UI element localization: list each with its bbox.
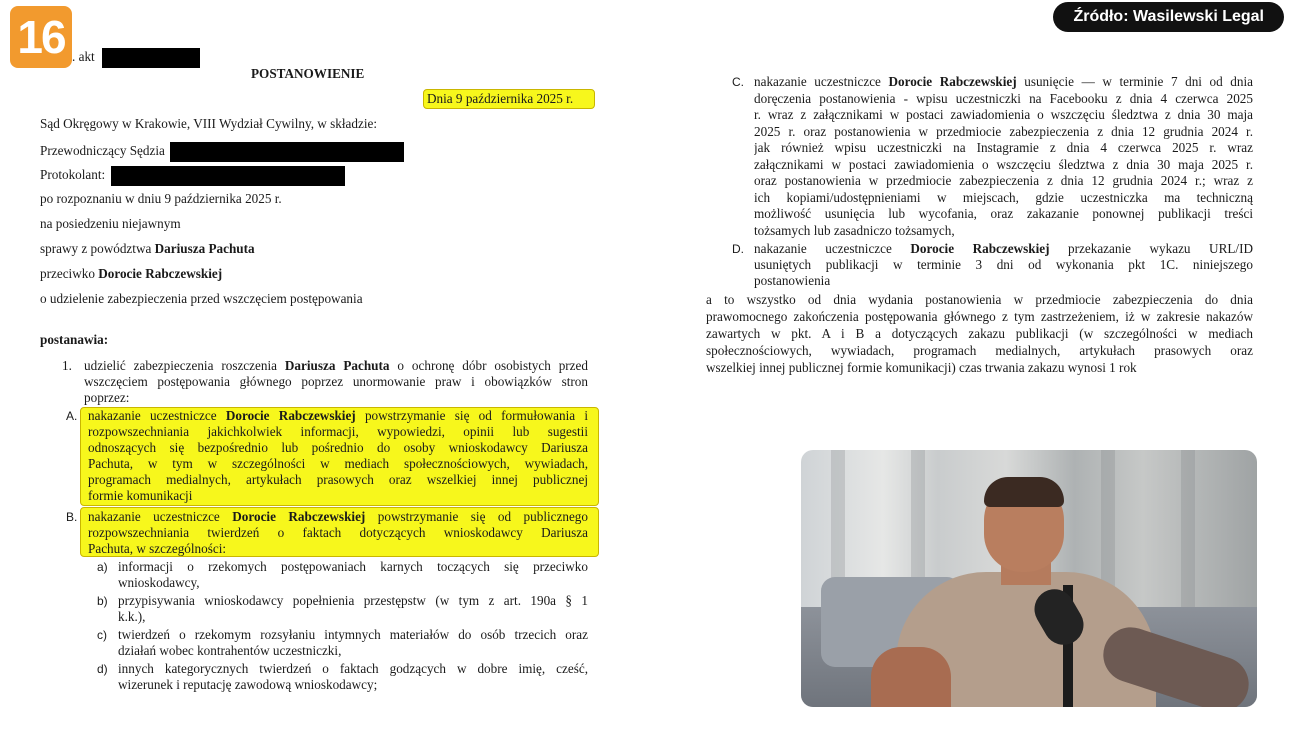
sub-item-text <box>118 593 588 625</box>
sub-item-text <box>118 559 588 591</box>
plaintiff-prefix: sprawy z powództwa <box>40 241 152 256</box>
text-line: nakazanie uczestniczce Dorocie Rabczewskiej przekazanie wykazu URL/ID <box>754 241 1253 256</box>
text-line: programach medialnych, artykułach prasowych oraz wszelkiej innej publicznej <box>88 472 588 487</box>
subject-line: o udzielenie zabezpieczenia przed wszczęciem postępowania <box>40 291 363 306</box>
text-line: ich kopiami/udostępnieniami w miejscach, gdzie uczestniczka ma techniczną <box>754 189 1253 205</box>
text-line: poprzez: <box>84 390 130 405</box>
text-line: rozpowszechniania twierdzeń o faktach dotyczących wnioskodawcy Dariusza <box>88 525 588 540</box>
document-title: POSTANOWIENIE <box>251 66 365 81</box>
item-a-marker: A. <box>66 409 78 423</box>
text-line: formie komunikacji <box>88 488 193 503</box>
text-line: Pachuta, w tym w szczególności w mediach społecznościowych, wywiadach, <box>88 456 588 471</box>
plaintiff-name: Dariusza Pachuta <box>154 241 255 256</box>
text-line: nakazanie uczestniczce Dorocie Rabczewskiej powstrzymanie się od publicznego <box>88 509 588 524</box>
episode-number-badge: 16 <box>10 6 72 68</box>
defendant-line <box>40 266 222 282</box>
text-line: postanowienia <box>754 273 831 288</box>
item-1-number: 1. <box>62 358 72 373</box>
judge-line <box>40 142 404 162</box>
text-line: innych kategorycznych twierdzeń o faktach godzących w dobre imię, cześć, <box>118 661 588 676</box>
text-line: Pachuta, w szczególności: <box>88 541 227 556</box>
text-line: usuniętych publikacji w terminie 3 dni od wykonania pkt 1C. niniejszego <box>754 257 1253 272</box>
sub-item-marker: d) <box>97 662 108 676</box>
session-line: na posiedzeniu niejawnym <box>40 216 181 231</box>
text-line: r. wraz z załącznikami w postaci zawiadomienia o wszczęciu śledztwa z dnia 30 maja <box>754 107 1253 122</box>
text-line: odnoszących się bezpośrednio lub pośrednio do osoby wnioskodawcy Dariusza <box>88 440 588 455</box>
text-line: wizerunek i reputację zawodową wnioskodawcy; <box>118 677 378 692</box>
redaction-bar <box>170 142 404 162</box>
case-reference <box>72 48 200 68</box>
redaction-bar <box>111 166 345 186</box>
item-c-text <box>754 74 1253 239</box>
text-line: prawomocnego zakończenia postępowania głównego z tym zastrzeżeniem, iż w zakresie nakazów <box>706 309 1253 324</box>
text-line: jak również wpisu uczestniczki na Instagramie z dnia 4 czerwca 2025 r. wraz <box>754 140 1253 155</box>
text-line: doręczenia postanowienia - wpisu uczestniczki na Facebooku z dnia 4 czerwca 2025 <box>754 90 1253 106</box>
judge-label: Przewodniczący Sędzia <box>40 143 165 159</box>
text-line: społecznościowych, wywiadach, programach medialnych, artykułach prasowych oraz <box>706 343 1253 358</box>
sub-item-marker: c) <box>97 628 107 642</box>
plaintiff-line <box>40 241 255 257</box>
court-line: Sąd Okręgowy w Krakowie, VIII Wydział Cywilny, w składzie: <box>40 116 378 131</box>
sub-item-marker: b) <box>97 594 108 608</box>
case-ref-label: . akt <box>72 49 95 65</box>
text-line: informacji o rzekomych postępowaniach karnych toczących się przeciwko <box>118 559 588 574</box>
item-a-text <box>88 408 588 504</box>
defendant-prefix: przeciwko <box>40 266 95 281</box>
speaker-video <box>801 450 1257 707</box>
text-line: udzielić zabezpieczenia roszczenia Dariusza Pachuta o ochronę dóbr osobistych przed <box>84 358 588 373</box>
text-line: a to wszystko od dnia wydania postanowienia w przedmiocie zabezpieczenia do dnia <box>706 292 1253 307</box>
source-label: Źródło: Wasilewski Legal <box>1053 2 1284 32</box>
text-line: wszczęciem postępowania głównego poprzez unormowanie praw i obowiązków stron <box>84 374 588 389</box>
sub-item-marker: a) <box>97 560 108 574</box>
text-line: zawartych w pkt. A i B a dotyczących zakazu publikacji (w szczególności w mediach <box>706 326 1253 341</box>
text-line: twierdzeń o rzekomym rozsyłaniu intymnych materiałów do osób trzecich oraz <box>118 627 588 642</box>
closing-paragraph <box>706 291 1253 376</box>
sub-item-text <box>118 627 588 659</box>
clerk-line <box>40 166 345 186</box>
text-line: nakazanie uczestniczce Dorocie Rabczewskiej usunięcie — w terminie 7 dni od dnia <box>754 74 1253 89</box>
sub-item-text <box>118 661 588 693</box>
redaction-bar <box>102 48 200 68</box>
text-line: wszelkiej innej publicznej formie komunikacji) czas trwania zakazu wynosi 1 rok <box>706 360 1137 375</box>
text-line: rozpowszechniania jakichkolwiek informacji, wypowiedzi, opinii lub sugestii <box>88 424 588 439</box>
text-line: nakazanie uczestniczce Dorocie Rabczewskiej powstrzymanie się od formułowania i <box>88 408 588 423</box>
item-d-text <box>754 241 1253 289</box>
item-d-marker: D. <box>732 242 744 256</box>
text-line: możliwość usunięcia lub wycofania, oraz zakazanie ponownej publikacji treści <box>754 206 1253 221</box>
text-line: tożsamych lub zasadniczo tożsamych, <box>754 222 955 238</box>
document-date: Dnia 9 października 2025 r. <box>427 91 574 106</box>
clerk-label: Protokolant: <box>40 167 106 183</box>
item-b-text <box>88 509 588 557</box>
defendant-name: Dorocie Rabczewskiej <box>98 266 223 281</box>
text-line: działań wobec kontrahentów uczestniczki, <box>118 643 342 658</box>
item-c-marker: C. <box>732 75 744 89</box>
text-line: oraz postanowienia w przedmiocie zabezpieczenia z dnia 12 grudnia 2024 r.; wraz z <box>754 173 1253 188</box>
text-line: wnioskodawcy, <box>118 575 200 590</box>
text-line: 2025 r. oraz postanowienia w przedmiocie zabezpieczenia z dnia 12 grudnia 2024 r. <box>754 123 1253 139</box>
hearing-line: po rozpoznaniu w dniu 9 października 2025 r. <box>40 191 282 206</box>
item-b-marker: B. <box>66 510 78 524</box>
text-line: przypisywania wnioskodawcy popełnienia przestępstw (w tym z art. 190a § 1 <box>118 593 588 608</box>
text-line: k.k.), <box>118 609 146 624</box>
text-line: załącznikami w postaci zawiadomienia o wszczęciu śledztwa z dnia 30 maja 2025 r. <box>754 156 1253 172</box>
item-1-text <box>84 358 588 406</box>
decides-heading: postanawia: <box>40 332 109 347</box>
